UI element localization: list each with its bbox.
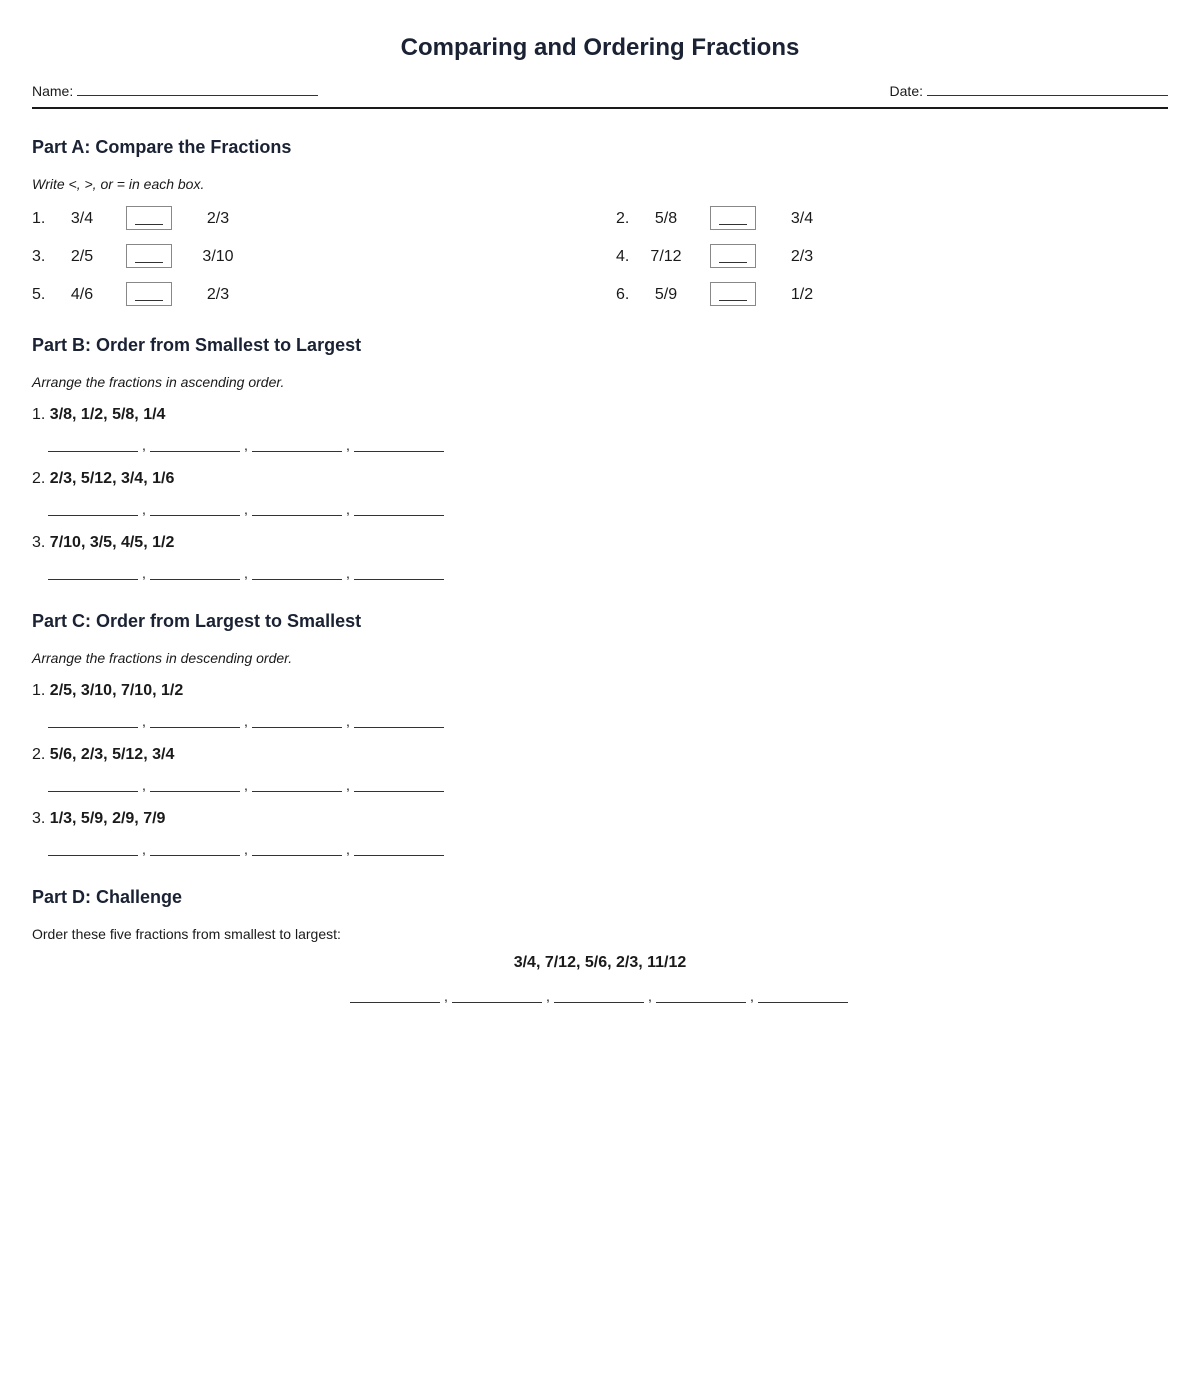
compare-item <box>616 244 856 270</box>
compare-item <box>32 206 272 232</box>
compare-item <box>32 282 272 308</box>
compare-item <box>32 244 272 270</box>
item-number: 1. <box>32 210 46 227</box>
answer-blank[interactable] <box>554 986 644 1003</box>
answer-blank[interactable] <box>354 563 444 580</box>
answer-blank[interactable] <box>252 711 342 728</box>
answer-box[interactable] <box>710 206 756 230</box>
answer-blank[interactable] <box>758 986 848 1003</box>
answer-row <box>48 711 444 729</box>
part-c-instruction: Arrange the fractions in descending order. <box>32 650 293 666</box>
answer-blank[interactable] <box>252 839 342 856</box>
header-divider <box>32 107 1168 109</box>
answer-box[interactable] <box>126 244 172 268</box>
part-a-instruction: Write <, >, or = in each box. <box>32 176 205 192</box>
answer-row <box>48 435 444 453</box>
item-number: 2. <box>32 470 46 487</box>
answer-box[interactable] <box>710 282 756 306</box>
item-number: 3. <box>32 248 46 265</box>
comma-separator: , <box>142 565 146 581</box>
fraction-right: 2/3 <box>790 248 814 265</box>
fraction-list: 1/3, 5/9, 2/9, 7/9 <box>49 810 166 827</box>
answer-blank[interactable] <box>150 711 240 728</box>
comma-separator: , <box>244 841 248 857</box>
answer-box[interactable] <box>126 206 172 230</box>
order-question <box>32 533 174 553</box>
answer-blank[interactable] <box>350 986 440 1003</box>
name-input-line[interactable] <box>77 80 318 96</box>
answer-row <box>48 499 444 517</box>
fraction-left: 3/4 <box>70 210 94 227</box>
comma-separator: , <box>648 988 652 1004</box>
date-input-line[interactable] <box>927 80 1168 96</box>
date-label: Date: <box>889 83 923 99</box>
comma-separator: , <box>750 988 754 1004</box>
answer-blank <box>719 224 747 225</box>
comma-separator: , <box>142 841 146 857</box>
item-number: 5. <box>32 286 46 303</box>
comma-separator: , <box>346 777 350 793</box>
answer-blank[interactable] <box>656 986 746 1003</box>
worksheet-title: Comparing and Ordering Fractions <box>400 34 800 61</box>
answer-blank[interactable] <box>252 499 342 516</box>
order-question <box>32 745 174 765</box>
answer-blank[interactable] <box>48 711 138 728</box>
comma-separator: , <box>346 501 350 517</box>
part-c-title: Part C: Order from Largest to Smallest <box>32 611 362 631</box>
item-number: 4. <box>616 248 630 265</box>
answer-blank[interactable] <box>354 435 444 452</box>
item-number: 3. <box>32 810 46 827</box>
fraction-right: 1/2 <box>790 286 814 303</box>
answer-blank[interactable] <box>48 435 138 452</box>
part-b-title: Part B: Order from Smallest to Largest <box>32 335 362 355</box>
item-number: 1. <box>32 682 46 699</box>
answer-box[interactable] <box>126 282 172 306</box>
name-label: Name: <box>32 83 74 99</box>
comma-separator: , <box>244 565 248 581</box>
item-number: 2. <box>616 210 630 227</box>
comma-separator: , <box>346 713 350 729</box>
compare-item <box>616 282 856 308</box>
answer-blank[interactable] <box>150 839 240 856</box>
fraction-right: 3/4 <box>790 210 814 227</box>
order-question <box>32 405 165 425</box>
answer-blank[interactable] <box>252 435 342 452</box>
comma-separator: , <box>546 988 550 1004</box>
answer-blank <box>719 300 747 301</box>
part-d-instruction: Order these five fractions from smallest to largest: <box>32 926 341 942</box>
fraction-list: 2/5, 3/10, 7/10, 1/2 <box>49 682 184 699</box>
fraction-left: 2/5 <box>70 248 94 265</box>
order-question <box>32 809 165 829</box>
answer-blank <box>135 224 163 225</box>
fraction-list: 2/3, 5/12, 3/4, 1/6 <box>49 470 175 487</box>
fraction-list: 7/10, 3/5, 4/5, 1/2 <box>49 534 175 551</box>
item-number: 1. <box>32 406 46 423</box>
fraction-left: 5/9 <box>654 286 678 303</box>
comma-separator: , <box>244 777 248 793</box>
answer-row <box>48 839 444 857</box>
comma-separator: , <box>244 437 248 453</box>
fraction-right: 3/10 <box>202 248 234 265</box>
comma-separator: , <box>142 713 146 729</box>
answer-blank <box>135 262 163 263</box>
answer-blank[interactable] <box>150 563 240 580</box>
answer-blank[interactable] <box>354 775 444 792</box>
part-d-title: Part D: Challenge <box>32 887 183 907</box>
comma-separator: , <box>444 988 448 1004</box>
compare-item <box>616 206 856 232</box>
answer-blank[interactable] <box>354 839 444 856</box>
fraction-left: 5/8 <box>654 210 678 227</box>
answer-row <box>48 563 444 581</box>
answer-blank <box>135 300 163 301</box>
answer-blank[interactable] <box>150 435 240 452</box>
answer-row <box>350 986 848 1004</box>
comma-separator: , <box>244 501 248 517</box>
fraction-left: 4/6 <box>70 286 94 303</box>
comma-separator: , <box>142 777 146 793</box>
fraction-list: 3/8, 1/2, 5/8, 1/4 <box>49 406 166 423</box>
answer-blank[interactable] <box>48 775 138 792</box>
comma-separator: , <box>346 437 350 453</box>
answer-blank[interactable] <box>48 839 138 856</box>
item-number: 6. <box>616 286 630 303</box>
answer-blank[interactable] <box>150 775 240 792</box>
fraction-right: 2/3 <box>206 286 230 303</box>
fraction-left: 7/12 <box>650 248 682 265</box>
answer-blank[interactable] <box>354 711 444 728</box>
part-a-title: Part A: Compare the Fractions <box>32 137 292 157</box>
comma-separator: , <box>142 501 146 517</box>
item-number: 2. <box>32 746 46 763</box>
answer-blank[interactable] <box>252 775 342 792</box>
answer-row <box>48 775 444 793</box>
name-field <box>32 80 318 99</box>
answer-box[interactable] <box>710 244 756 268</box>
answer-blank[interactable] <box>48 563 138 580</box>
fraction-right: 2/3 <box>206 210 230 227</box>
answer-blank[interactable] <box>252 563 342 580</box>
challenge-fraction-list: 3/4, 7/12, 5/6, 2/3, 11/12 <box>513 954 687 971</box>
answer-blank[interactable] <box>354 499 444 516</box>
item-number: 3. <box>32 534 46 551</box>
order-question <box>32 681 183 701</box>
answer-blank[interactable] <box>452 986 542 1003</box>
name-date-row <box>32 80 1168 100</box>
comma-separator: , <box>346 565 350 581</box>
comma-separator: , <box>244 713 248 729</box>
part-b-instruction: Arrange the fractions in ascending order. <box>32 374 285 390</box>
date-field <box>890 80 1168 99</box>
answer-blank[interactable] <box>150 499 240 516</box>
answer-blank <box>719 262 747 263</box>
comma-separator: , <box>346 841 350 857</box>
answer-blank[interactable] <box>48 499 138 516</box>
order-question <box>32 469 174 489</box>
fraction-list: 5/6, 2/3, 5/12, 3/4 <box>49 746 175 763</box>
comma-separator: , <box>142 437 146 453</box>
